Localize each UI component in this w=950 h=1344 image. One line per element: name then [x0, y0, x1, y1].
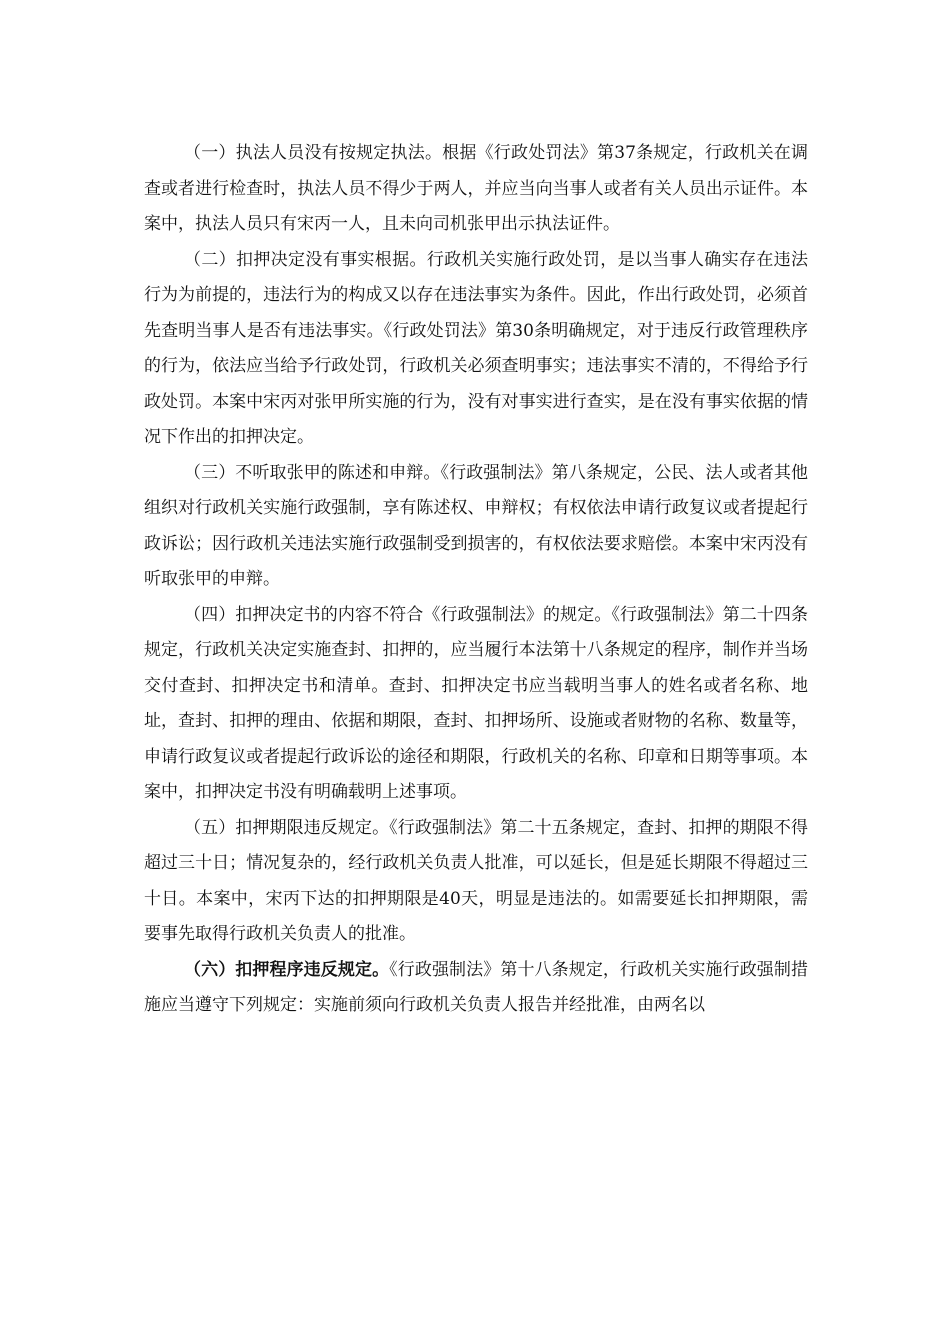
paragraph-3 — [144, 456, 808, 598]
paragraph-4-text: 《行政强制法》第二十四条规定，行政机关决定实施查封、扣押的，应当履行本法第十八条规定的程序，制作并当场交付查封、扣押决定书和清单。查封、扣押决定书应当载明当事人的姓名或者名称、地址，查封、扣押的理由、依据和期限，查封、扣押场所、设施或者财物的名称、数量等，申请行政复议或者提起行政诉讼的途径和期限，行政机关的名称、印章和日期等事项。本案中，扣押决定书没有明确载明上述事项。 — [144, 604, 809, 802]
paragraph-4 — [144, 598, 808, 811]
paragraph-6 — [144, 953, 808, 1024]
paragraph-2 — [144, 243, 808, 456]
paragraph-6-text: 《行政强制法》第十八条规定，行政机关实施行政强制措施应当遵守下列规定：实施前须向行政机关负责人报告并经批准，由两名以 — [144, 959, 809, 1015]
paragraph-3-heading: （三）不听取张甲的陈述和申辩。 — [184, 462, 441, 483]
paragraph-5-text: 《行政强制法》第二十五条规定，查封、扣押的期限不得超过三十日；情况复杂的，经行政机关负责人批准，可以延长，但是延长期限不得超过三十日。本案中，宋丙下达的扣押期限是40天，明显是违法的。如需要延长扣押期限，需要事先取得行政机关负责人的批准。 — [144, 817, 809, 944]
paragraph-3-text: 《行政强制法》第八条规定，公民、法人或者其他组织对行政机关实施行政强制，享有陈述权、申辩权；有权依法申请行政复议或者提起行政诉讼；因行政机关违法实施行政强制受到损害的，有权依法要求赔偿。本案中宋丙没有听取张甲的申辩。 — [144, 462, 809, 589]
paragraph-1 — [144, 136, 808, 243]
document-body — [144, 136, 808, 1024]
paragraph-1-text: 根据《行政处罚法》第37条规定，行政机关在调查或者进行检查时，执法人员不得少于两人，并应当向当事人或者有关人员出示证件。本案中，执法人员只有宋丙一人，且未向司机张甲出示执法证件。 — [144, 143, 808, 234]
paragraph-5 — [144, 811, 808, 953]
paragraph-6-heading: （六）扣押程序违反规定。 — [184, 959, 390, 980]
paragraph-5-heading: （五）扣押期限违反规定。 — [184, 817, 390, 838]
paragraph-2-text: 行政机关实施行政处罚，是以当事人确实存在违法行为为前提的，违法行为的构成又以存在违法事实为条件。因此，作出行政处罚，必须首先查明当事人是否有违法事实。《行政处罚法》第30条明确规定，对于违反行政管理秩序的行为，依法应当给予行政处罚，行政机关必须查明事实；违法事实不清的，不得给予行政处罚。本案中宋丙对张甲所实施的行为，没有对事实进行查实，是在没有事实依据的情况下作出的扣押决定。 — [144, 249, 809, 447]
paragraph-2-heading: （二）扣押决定没有事实根据。 — [184, 249, 427, 270]
paragraph-1-heading: （一）执法人员没有按规定执法。 — [184, 143, 443, 163]
paragraph-4-heading: （四）扣押决定书的内容不符合《行政强制法》的规定。 — [184, 604, 612, 625]
